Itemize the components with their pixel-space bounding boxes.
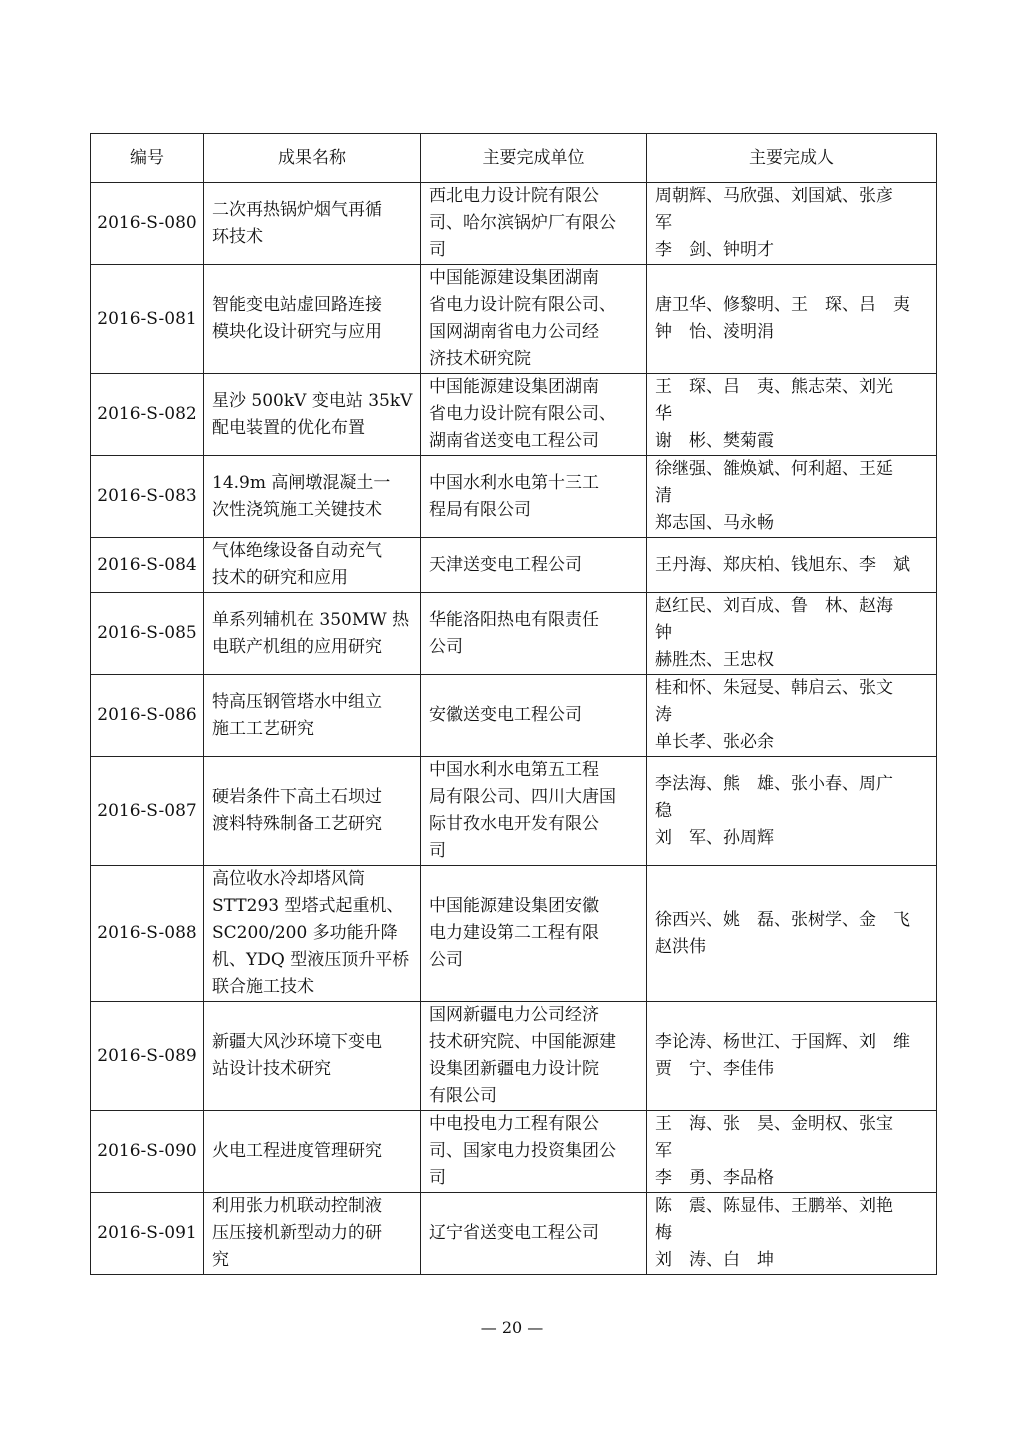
cell-id: 2016-S-081 <box>91 265 204 374</box>
cell-unit <box>421 1193 647 1275</box>
cell-unit <box>421 456 647 538</box>
cell-people <box>647 374 937 456</box>
header-id: 编号 <box>91 134 204 183</box>
cell-name <box>204 593 421 675</box>
table-row <box>91 866 937 1002</box>
cell-line: 赵洪伟 <box>655 936 706 957</box>
cell-line: 郑志国、马永畅 <box>655 513 774 533</box>
cell-line: 技术研究院、中国能源建 <box>429 1032 616 1052</box>
cell-line: 新疆大风沙环境下变电 <box>212 1032 382 1052</box>
table-row <box>91 538 937 593</box>
page-number: — 20 — <box>480 1318 544 1337</box>
cell-unit <box>421 1111 647 1193</box>
cell-line: 智能变电站虚回路连接 <box>212 295 382 315</box>
cell-id: 2016-S-086 <box>91 675 204 757</box>
cell-line: 西北电力设计院有限公 <box>429 186 599 206</box>
cell-id: 2016-S-085 <box>91 593 204 675</box>
cell-line: 司 <box>429 240 446 260</box>
cell-line: 省电力设计院有限公司、 <box>429 404 616 424</box>
cell-line: 济技术研究院 <box>429 349 531 369</box>
cell-line: 设集团新疆电力设计院 <box>429 1059 599 1079</box>
cell-people <box>647 675 937 757</box>
cell-line: 徐西兴、姚 磊、张树学、金 飞 <box>655 909 910 930</box>
cell-unit <box>421 593 647 675</box>
table-row <box>91 1193 937 1275</box>
cell-unit <box>421 538 647 593</box>
cell-line: 刘 涛、白 坤 <box>655 1250 774 1270</box>
cell-id: 2016-S-083 <box>91 456 204 538</box>
cell-people <box>647 265 937 374</box>
cell-line: 中国能源建设集团湖南 <box>429 268 599 288</box>
cell-line: 二次再热锅炉烟气再循 <box>212 199 382 220</box>
cell-line: 赫胜杰、王忠权 <box>655 650 774 670</box>
cell-name <box>204 866 421 1002</box>
cell-id: 2016-S-084 <box>91 538 204 593</box>
table-row <box>91 265 937 374</box>
cell-line: 唐卫华、修黎明、王 琛、吕 夷 <box>655 295 910 315</box>
cell-people <box>647 1193 937 1275</box>
cell-line: 司 <box>429 841 446 861</box>
cell-line: 华 <box>655 404 672 424</box>
cell-unit <box>421 265 647 374</box>
cell-unit <box>421 1002 647 1111</box>
cell-unit <box>421 183 647 265</box>
cell-people <box>647 757 937 866</box>
cell-line: 施工工艺研究 <box>212 718 314 739</box>
table-body <box>91 183 937 1275</box>
cell-line: 环技术 <box>212 226 263 247</box>
cell-line: 司、哈尔滨锅炉厂有限公 <box>429 213 616 233</box>
cell-people <box>647 1111 937 1193</box>
cell-line: 火电工程进度管理研究 <box>212 1141 382 1161</box>
cell-line: 李 剑、钟明才 <box>655 240 774 260</box>
cell-line: 省电力设计院有限公司、 <box>429 295 616 315</box>
cell-line: 局有限公司、四川大唐国 <box>429 787 616 807</box>
cell-line: 国网新疆电力公司经济 <box>429 1005 599 1025</box>
cell-line: 王 琛、吕 夷、熊志荣、刘光 <box>655 377 893 397</box>
cell-line: 钟 怡、淩明涓 <box>655 322 774 342</box>
cell-line: 辽宁省送变电工程公司 <box>429 1223 599 1243</box>
cell-people <box>647 183 937 265</box>
cell-line: 究 <box>212 1250 229 1270</box>
header-people: 主要完成人 <box>647 134 937 183</box>
cell-id: 2016-S-082 <box>91 374 204 456</box>
cell-line: 徐继强、雒焕斌、何利超、王延 <box>655 459 893 479</box>
cell-line: 赵红民、刘百成、鲁 林、赵海 <box>655 596 893 616</box>
table-row <box>91 593 937 675</box>
cell-line: 刘 军、孙周辉 <box>655 827 774 848</box>
cell-people <box>647 866 937 1002</box>
cell-line: 李法海、熊 雄、张小春、周广 <box>655 773 893 794</box>
cell-line: 中电投电力工程有限公 <box>429 1114 599 1134</box>
table-row <box>91 1002 937 1111</box>
cell-line: 单长孝、张必余 <box>655 732 774 752</box>
cell-id: 2016-S-080 <box>91 183 204 265</box>
cell-line: 李 勇、李品格 <box>655 1168 774 1188</box>
cell-id: 2016-S-087 <box>91 757 204 866</box>
cell-line: 谢 彬、樊菊霞 <box>655 431 774 451</box>
cell-line: 星沙 500kV 变电站 35kV <box>212 390 413 411</box>
cell-line: 华能洛阳热电有限责任 <box>429 609 599 630</box>
cell-line: 电力建设第二工程有限 <box>429 923 599 943</box>
cell-line: 钟 <box>655 623 672 643</box>
cell-line: 高位收水冷却塔风筒 <box>212 869 365 889</box>
cell-people <box>647 538 937 593</box>
cell-unit <box>421 374 647 456</box>
cell-line: 天津送变电工程公司 <box>429 554 582 575</box>
cell-line: 气体绝缘设备自动充气 <box>212 541 382 561</box>
cell-line: 陈 震、陈显伟、王鹏举、刘艳 <box>655 1196 893 1216</box>
cell-name <box>204 1111 421 1193</box>
cell-line: 次性浇筑施工关键技术 <box>212 499 382 520</box>
cell-line: 站设计技术研究 <box>212 1059 331 1079</box>
cell-line: 湖南省送变电工程公司 <box>429 431 599 451</box>
cell-line: 单系列辅机在 350MW 热 <box>212 609 410 630</box>
cell-line: 中国能源建设集团湖南 <box>429 377 599 397</box>
cell-line: 配电装置的优化布置 <box>212 417 365 438</box>
cell-line: 司、国家电力投资集团公 <box>429 1141 616 1161</box>
cell-line: 司 <box>429 1168 446 1188</box>
cell-name <box>204 183 421 265</box>
cell-name <box>204 374 421 456</box>
cell-line: 特高压钢管塔水中组立 <box>212 691 382 712</box>
cell-people <box>647 1002 937 1111</box>
cell-line: 桂和怀、朱冠旻、韩启云、张文 <box>655 678 893 698</box>
header-name: 成果名称 <box>204 134 421 183</box>
table-row <box>91 1111 937 1193</box>
cell-line: 利用张力机联动控制液 <box>212 1196 382 1216</box>
cell-unit <box>421 866 647 1002</box>
cell-name <box>204 538 421 593</box>
cell-people <box>647 593 937 675</box>
table-row <box>91 675 937 757</box>
cell-line: 贾 宁、李佳伟 <box>655 1059 774 1079</box>
cell-line: 程局有限公司 <box>429 499 531 520</box>
cell-unit <box>421 757 647 866</box>
cell-id: 2016-S-091 <box>91 1193 204 1275</box>
cell-line: 军 <box>655 1141 672 1161</box>
cell-line: SC200/200 多功能升降 <box>212 923 398 943</box>
cell-id: 2016-S-088 <box>91 866 204 1002</box>
header-unit: 主要完成单位 <box>421 134 647 183</box>
cell-line: 渡料特殊制备工艺研究 <box>212 814 382 834</box>
cell-name <box>204 757 421 866</box>
table-header-row <box>91 134 937 183</box>
cell-line: 中国水利水电第五工程 <box>429 760 599 780</box>
cell-line: 王丹海、郑庆柏、钱旭东、李 斌 <box>655 554 910 575</box>
cell-line: 稳 <box>655 800 672 821</box>
cell-name <box>204 675 421 757</box>
cell-line: 李论涛、杨世江、于国辉、刘 维 <box>655 1032 910 1052</box>
cell-unit <box>421 675 647 757</box>
cell-line: 模块化设计研究与应用 <box>212 322 382 342</box>
cell-line: 国网湖南省电力公司经 <box>429 322 599 342</box>
cell-line: 际甘孜水电开发有限公 <box>429 814 599 834</box>
cell-line: 有限公司 <box>429 1086 497 1106</box>
cell-line: 梅 <box>655 1223 672 1243</box>
cell-line: STT293 型塔式起重机、 <box>212 896 404 916</box>
cell-name <box>204 1193 421 1275</box>
cell-line: 中国能源建设集团安徽 <box>429 896 599 916</box>
cell-line: 硬岩条件下高土石坝过 <box>212 787 382 807</box>
cell-line: 王 海、张 昊、金明权、张宝 <box>655 1114 893 1134</box>
cell-people <box>647 456 937 538</box>
cell-id: 2016-S-089 <box>91 1002 204 1111</box>
cell-name <box>204 265 421 374</box>
table-row <box>91 757 937 866</box>
cell-line: 中国水利水电第十三工 <box>429 472 599 493</box>
cell-line: 清 <box>655 486 672 506</box>
cell-name <box>204 456 421 538</box>
cell-line: 技术的研究和应用 <box>212 568 348 588</box>
cell-line: 周朝辉、马欣强、刘国斌、张彦 <box>655 186 893 206</box>
cell-line: 涛 <box>655 705 672 725</box>
cell-line: 联合施工技术 <box>212 977 314 997</box>
cell-line: 机、YDQ 型液压顶升平桥 <box>212 950 410 970</box>
cell-line: 公司 <box>429 636 463 657</box>
table-row <box>91 456 937 538</box>
cell-line: 电联产机组的应用研究 <box>212 636 382 657</box>
cell-line: 安徽送变电工程公司 <box>429 705 582 725</box>
cell-line: 14.9m 高闸墩混凝土一 <box>212 472 391 493</box>
table-row <box>91 183 937 265</box>
achievements-table <box>90 133 937 1275</box>
cell-line: 公司 <box>429 950 463 970</box>
table-row <box>91 374 937 456</box>
cell-line: 压压接机新型动力的研 <box>212 1223 382 1243</box>
cell-id: 2016-S-090 <box>91 1111 204 1193</box>
cell-name <box>204 1002 421 1111</box>
cell-line: 军 <box>655 213 672 233</box>
